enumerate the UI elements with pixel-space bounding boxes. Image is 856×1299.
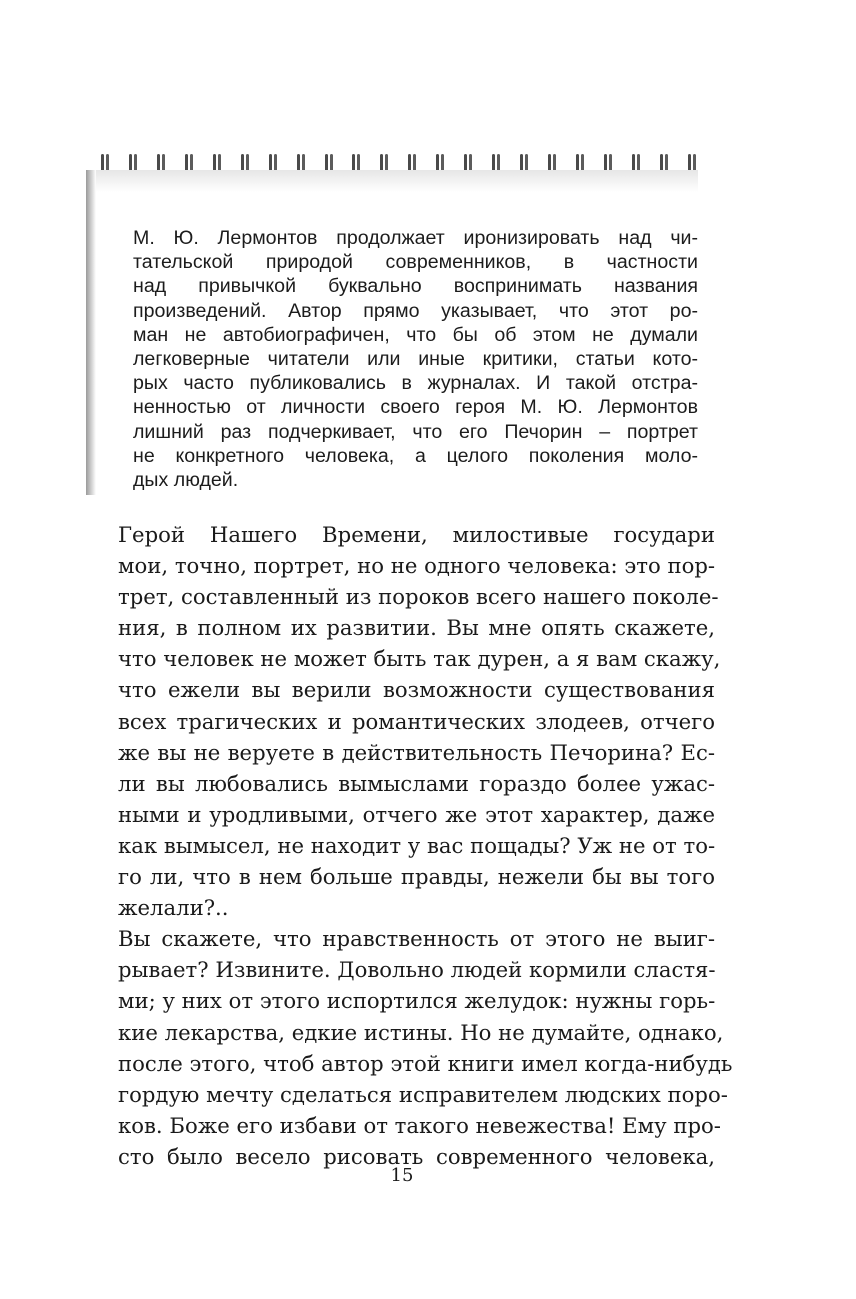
text-line: же вы не веруете в действительность Печорина? Ес- — [118, 739, 715, 765]
text-line: Вы скажете, что нравственность от этого не выиг- — [118, 926, 715, 952]
text-line: сто было весело рисовать современного человека, — [118, 1143, 715, 1169]
text-line: ми; у них от этого испортился желудок: нужны горь- — [118, 988, 716, 1014]
text-line: рывает? Извините. Довольно людей кормили сластя- — [118, 957, 716, 983]
page-number: 15 — [390, 1165, 414, 1186]
text-line: всех трагических и романтических злодеев, отчего — [118, 708, 715, 734]
text-line: ков. Боже его избави от такого невежества! Ему про- — [118, 1112, 721, 1138]
note-line: произведений. Автор прямо указывает, что этот ро- — [133, 299, 698, 322]
text-line: что человек не может быть так дурен, а я вам скажу, — [118, 646, 721, 672]
note-line: дых людей. — [133, 469, 239, 492]
note-line: над привычкой буквально воспринимать названия — [133, 275, 698, 298]
commentary-text — [133, 226, 698, 492]
note-line: легковерные читатели или иные критики, статьи кото- — [133, 348, 698, 371]
note-line: рых часто публиковались в журналах. И такой отстра- — [133, 372, 698, 395]
text-line: ли вы любовались вымыслами гораздо более ужас- — [118, 770, 715, 796]
text-line: как вымысел, не находит у вас пощады? Уж не от то- — [118, 832, 716, 858]
text-line: Герой Нашего Времени, милостивые государи — [118, 522, 715, 547]
text-line: после этого, чтоб автор этой книги имел когда-нибудь — [118, 1050, 733, 1076]
note-left-edge — [86, 170, 96, 495]
note-line: ман не автобиографичен, что бы об этом не думали — [133, 323, 698, 346]
commentary-note — [86, 170, 706, 500]
note-line: ненностью от личности своего героя М. Ю. Лермонтов — [133, 396, 698, 419]
text-line: что ежели вы верили возможности существования — [118, 677, 715, 703]
note-line: лишний раз подчеркивает, что его Печорин – портрет — [133, 420, 698, 443]
note-line: тательской природой современников, в частности — [133, 251, 698, 274]
text-line: го ли, что в нем больше правды, нежели бы вы того — [118, 864, 715, 890]
text-line: мои, точно, портрет, но не одного человека: это пор- — [118, 553, 716, 579]
text-line: ными и уродливыми, отчего же этот характер, даже — [118, 801, 715, 827]
text-line: трет, составленный из пороков всего нашего поколе- — [118, 584, 719, 610]
novel-text — [118, 519, 733, 1172]
text-line: гордую мечту сделаться исправителем людских поро- — [118, 1081, 728, 1107]
note-top-shading — [86, 170, 698, 192]
text-line: желали?.. — [118, 895, 229, 921]
text-line: кие лекарства, едкие истины. Но не думайте, однако, — [118, 1019, 724, 1045]
note-line: не конкретного человека, а целого поколения моло- — [133, 444, 698, 467]
note-line: М. Ю. Лермонтов продолжает иронизировать над чи- — [133, 227, 698, 249]
text-line: ния, в полном их развитии. Вы мне опять скажете, — [118, 615, 715, 641]
